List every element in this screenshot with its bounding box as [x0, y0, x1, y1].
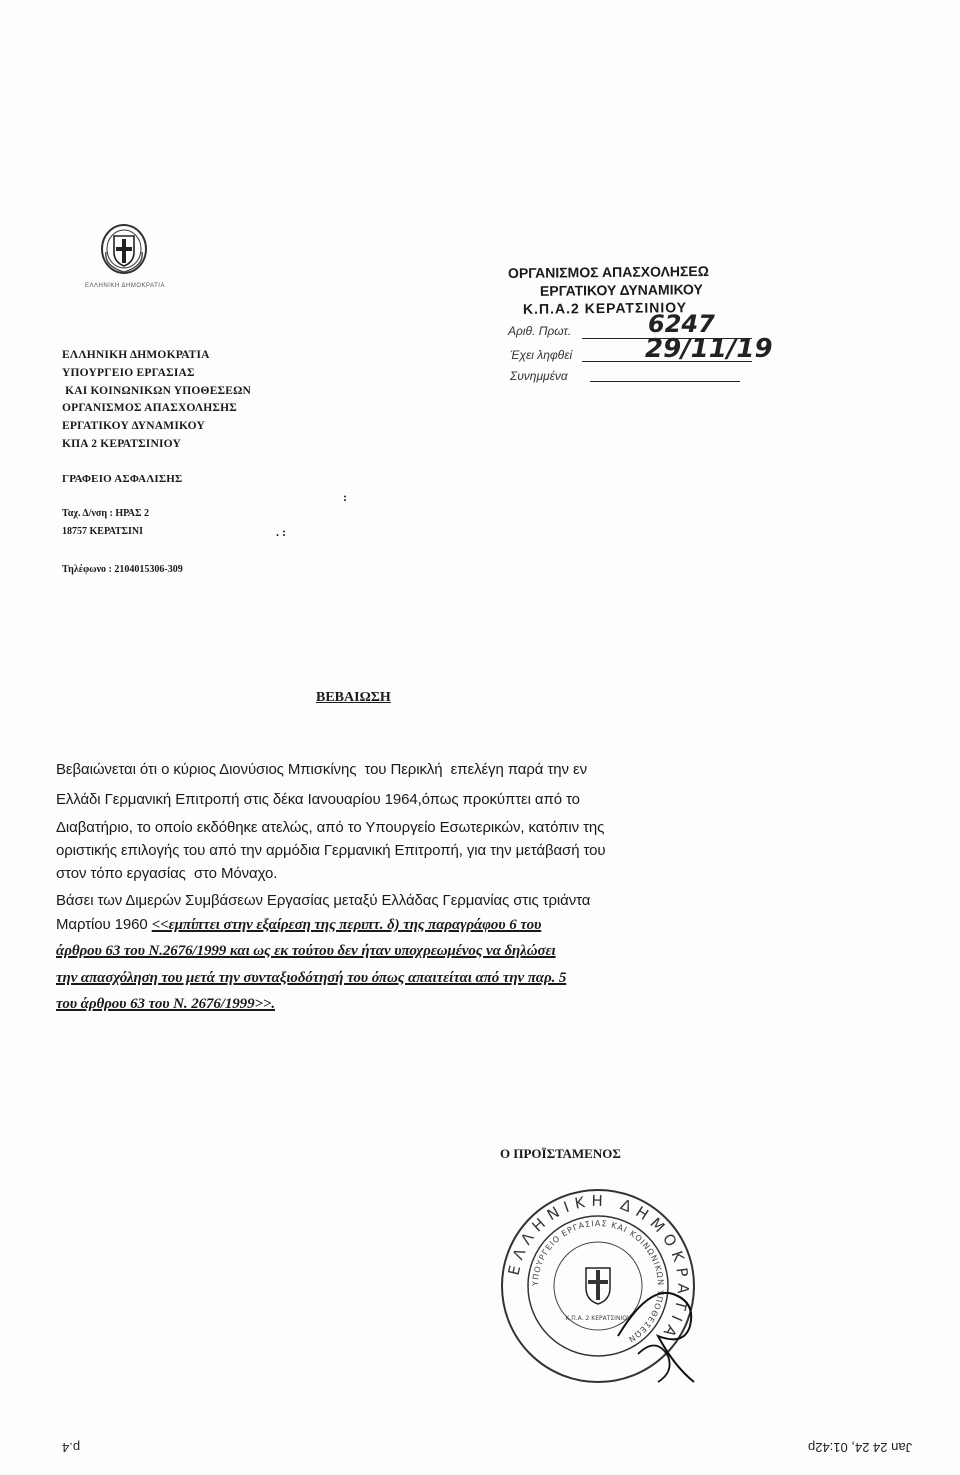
office-name: ΓΡΑΦΕΙΟ ΑΣΦΑΛΙΣΗΣ	[62, 473, 183, 485]
address-label: Ταχ. Δ/νση :	[62, 508, 113, 519]
phone-label: Τηλέφωνο :	[62, 564, 112, 575]
fax-timestamp: Jan 24 24, 01:42p	[808, 1440, 913, 1455]
body-line-3: Διαβατήριο, το οποίο εκδόθηκε ατελώς, από το Υπουργείο Εσωτερικών, κατόπιν της	[56, 819, 605, 836]
body-line-9: την απασχόληση του μετά την συνταξιοδότησή του όπως απαιτείται από την παρ. 5	[56, 970, 567, 986]
body-line-7	[56, 916, 541, 934]
received-date-label: Έχει ληφθεί	[510, 348, 573, 362]
header-line-3: ΚΑΙ ΚΟΙΝΩΝΙΚΩΝ ΥΠΟΘΕΣΕΩΝ	[62, 385, 252, 397]
attachments-rule	[590, 381, 740, 382]
body-line-2: Ελλάδι Γερμανική Επιτροπή στις δέκα Ιανουαρίου 1964,όπως προκύπτει από το	[56, 791, 580, 808]
colon-mark: :	[343, 490, 347, 504]
greek-emblem-icon	[100, 222, 148, 274]
body-line-8: άρθρου 63 του Ν.2676/1999 και ως εκ τούτου δεν ήταν υποχρεωμένος να δηλώσει	[56, 943, 556, 959]
attachments-label: Συνημμένα	[510, 369, 568, 383]
protocol-number-handwritten: 6247	[648, 310, 715, 338]
phone-line	[62, 564, 183, 575]
body-line-4: οριστικής επιλογής του από την αρμόδια Γερμανική Επιτροπή, για την μετάβασή του	[56, 842, 606, 859]
body-line-1: Βεβαιώνεται ότι ο κύριος Διονύσιος Μπισκίνης του Περικλή επελέγη παρά την εν	[56, 761, 587, 778]
stamp-line-3: Κ.Π.Α.2 ΚΕΡΑΤΣΙΝΙΟΥ	[522, 299, 688, 317]
document-title: ΒΕΒΑΙΩΣΗ	[316, 690, 391, 705]
stamp-line-2: ΕΡΓΑΤΙΚΟΥ ΔΥΝΑΜΙΚΟΥ	[539, 281, 703, 299]
stamp-line-1: ΟΡΓΑΝΙΣΜΟΣ ΑΠΑΣΧΟΛΗΣΕΩ	[507, 262, 710, 282]
seal-outer-text: ΕΛΛΗΝΙΚΗ ΔΗΜΟΚΡΑΤΙΑ	[504, 1191, 693, 1346]
header-line-4: ΟΡΓΑΝΙΣΜΟΣ ΑΠΑΣΧΟΛΗΣΗΣ	[62, 402, 237, 414]
seal-inner-text: ΥΠΟΥΡΓΕΙΟ ΕΡΓΑΣΙΑΣ ΚΑΙ ΚΟΙΝΩΝΙΚΩΝ ΥΠΟΘΕΣΕΩΝ	[530, 1218, 666, 1345]
colon-mark-2: . :	[276, 525, 286, 539]
postcode-city: 18757 ΚΕΡΑΤΣΙΝΙ	[62, 526, 144, 537]
phone-value: 2104015306-309	[114, 564, 183, 575]
header-line-6: ΚΠΑ 2 ΚΕΡΑΤΣΙΝΙΟΥ	[62, 438, 181, 450]
protocol-number-label: Αριθ. Πρωτ.	[508, 324, 572, 338]
received-date-handwritten: 29/11/19	[645, 334, 773, 364]
address-line	[62, 508, 149, 519]
address-value: ΗΡΑΣ 2	[115, 508, 150, 519]
supervisor-title: Ο ΠΡΟΪΣΤΑΜΕΝΟΣ	[500, 1146, 621, 1161]
fax-page-number: p.4	[62, 1440, 81, 1455]
body-line-7-plain: Μαρτίου 1960	[56, 916, 152, 933]
body-line-5: στον τόπο εργασίας στο Μόναχο.	[56, 865, 278, 882]
body-line-6: Βάσει των Διμερών Συμβάσεων Εργασίας μεταξύ Ελλάδας Γερμανίας στις τριάντα	[56, 892, 591, 909]
header-line-1: ΕΛΛΗΝΙΚΗ ΔΗΜΟΚΡΑΤΙΑ	[62, 349, 210, 361]
emblem-caption: ΕΛΛΗΝΙΚΗ ΔΗΜΟΚΡΑΤΙΑ	[85, 283, 165, 289]
header-line-2: ΥΠΟΥΡΓΕΙΟ ΕΡΓΑΣΙΑΣ	[62, 367, 195, 379]
seal-center-text: Κ.Π.Α. 2 ΚΕΡΑΤΣΙΝΙΟΥ	[565, 1315, 631, 1322]
official-seal-icon	[498, 1186, 698, 1386]
header-line-5: ΕΡΓΑΤΙΚΟΥ ΔΥΝΑΜΙΚΟΥ	[62, 420, 206, 432]
body-line-10: του άρθρου 63 του Ν. 2676/1999>>.	[56, 996, 276, 1012]
body-line-7-emphasis: <<εμπίπτει στην εξαίρεση της περιπτ. δ) της παραγράφου 6 του	[151, 917, 542, 933]
